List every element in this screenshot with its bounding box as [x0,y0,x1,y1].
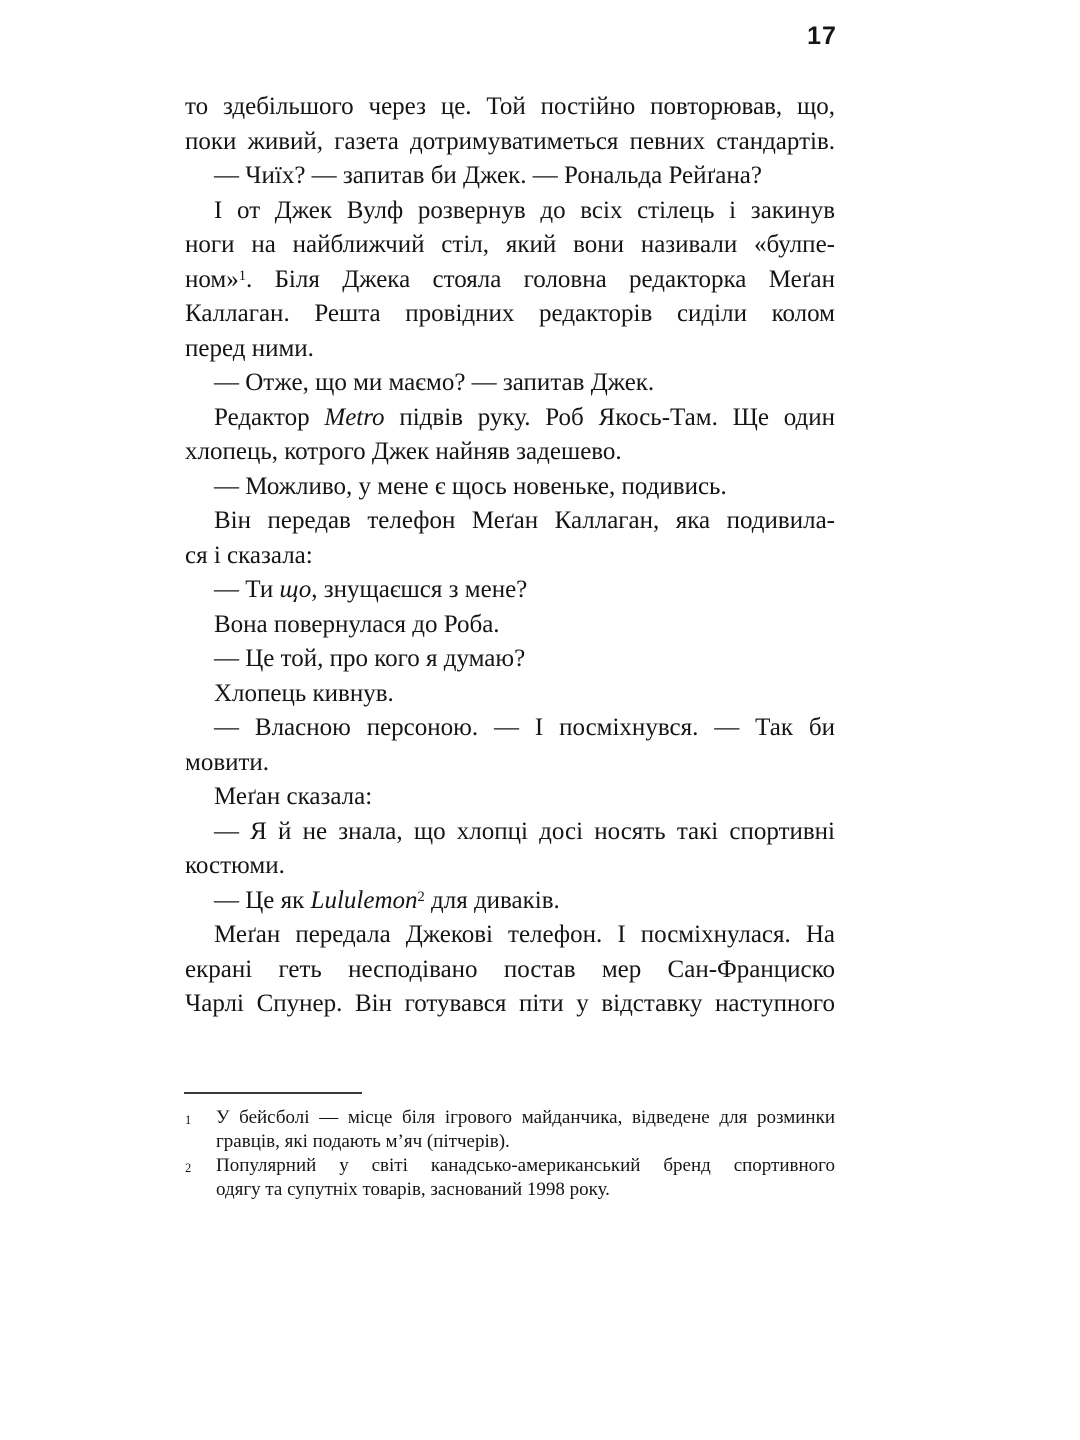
text-line [185,642,835,677]
text-segment: — Отже, що ми маємо? — запитав Джек. [214,369,655,396]
text-segment: І от Джек Вулф розвернув до всіх стілець і закинув [214,196,835,224]
text-segment: — Можливо, у мене є щось новеньке, подивись. [214,472,727,500]
italic-text: Lululemon [310,886,418,914]
text-segment: екрані геть несподівано постав мер Сан-Франциско [185,955,835,983]
text-line [185,263,835,298]
text-line [185,504,835,539]
text-segment: поки живий, газета дотримуватиметься певних стандартів. [185,127,835,155]
text-segment: Меґан передала Джекові телефон. І посміхнулася. На [214,921,835,948]
italic-text: що [279,576,312,603]
text-segment: Чарлі Спунер. Він готувався піти у відставку наступного [185,990,835,1017]
text-segment: , знущаєшся з мене? [311,576,528,603]
text-segment: Меґан сказала: [214,783,373,810]
footnote [185,1154,835,1202]
text-line [185,677,835,712]
text-segment: — Це той, про кого я думаю? [214,645,526,672]
text-line [216,1130,835,1154]
text-line [185,435,835,470]
text-line [185,711,835,746]
text-line [185,539,835,574]
page-number: 17 [807,22,837,50]
text-line [185,159,835,194]
text-line [185,746,835,781]
text-line [185,297,835,332]
text-segment: — Це як [214,886,311,914]
text-segment: — Власною персоною. — І посміхнувся. — Так би [214,714,835,741]
text-segment: то здебільшого через це. Той постійно повторював, що, [185,93,835,120]
text-line [216,1154,835,1178]
text-segment: Вона повернулася до Роба. [214,610,500,638]
footnote-separator-rule [184,1092,362,1094]
text-segment: — Ти [214,576,280,603]
footnote-marker: 1 [185,1113,192,1127]
text-segment: Хлопець кивнув. [214,679,394,707]
text-segment: Каллаган. Решта провідних редакторів сиділи колом [185,300,835,327]
text-line [185,987,835,1022]
text-segment: одягу та супутніх товарів, заснований 1998 року. [216,1179,610,1200]
footnote-marker: 2 [185,1161,192,1175]
text-line [185,884,835,919]
page-body-text [185,90,835,1022]
text-segment: хлопець, котрого Джек найняв задешево. [185,438,622,465]
footnote [185,1106,835,1154]
text-line [216,1178,835,1202]
text-line [185,90,835,125]
text-segment: Редактор [214,403,325,431]
footnotes [185,1106,835,1202]
text-line [185,918,835,953]
text-segment: перед ними. [185,334,314,362]
text-line [185,608,835,643]
text-segment: підвів руку. Роб Якось-Там. Ще один [384,403,835,431]
text-segment: ся і сказала: [185,541,313,569]
text-segment: У бейсболі — місце біля ігрового майданчика, відведене для розминки [216,1107,835,1128]
text-line [185,953,835,988]
footnote-text [216,1154,835,1202]
text-segment: Популярний у світі канадсько-американський бренд спортивного [216,1155,835,1176]
text-segment: ноги на найближчий стіл, який вони називали «булпе- [185,231,835,258]
text-line [185,849,835,884]
text-line [216,1106,835,1130]
footnote-text [216,1106,835,1154]
text-segment: ном» [185,265,239,293]
text-line [185,366,835,401]
footnote-reference: 2 [417,889,425,906]
text-line [185,332,835,367]
text-line [185,401,835,436]
text-line [185,780,835,815]
text-line [185,815,835,850]
text-segment: костюми. [185,852,285,879]
text-segment: — Я й не знала, що хлопці досі носять такі спортивні [214,817,835,845]
text-line [185,125,835,160]
text-segment: — Чиїх? — запитав би Джек. — Рональда Рейґана? [214,162,762,189]
text-line [185,194,835,229]
text-line [185,470,835,505]
footnote-reference: 1 [238,268,246,285]
text-segment: Він передав телефон Меґан Каллаган, яка подивила- [214,507,835,534]
italic-text: Metro [324,403,385,431]
text-segment: мовити. [185,748,270,776]
text-segment: . Біля Джека стояла головна редакторка Меґан [245,265,835,293]
text-segment: гравців, які подають м’яч (пітчерів). [216,1131,510,1152]
text-segment: для диваків. [424,886,560,914]
text-line [185,573,835,608]
text-line [185,228,835,263]
